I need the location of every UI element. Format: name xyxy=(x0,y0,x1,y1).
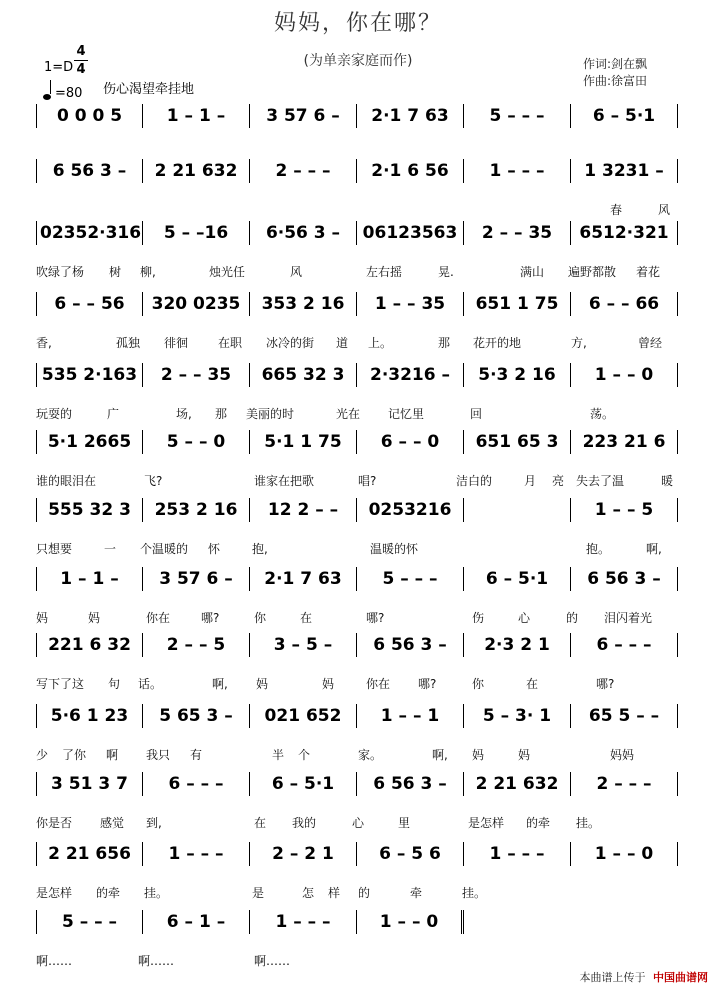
lyric-syllable: 你 xyxy=(472,677,485,691)
measure: 2·1 7 63 xyxy=(357,104,464,128)
measure: 651 65 3 xyxy=(464,430,571,454)
measure: 3 57 6 – xyxy=(250,104,357,128)
note-stem xyxy=(50,80,51,94)
lyric-syllable: 徘徊 xyxy=(164,336,189,350)
lyric-syllable: 啊 xyxy=(106,748,119,762)
lyric-syllable: 道 xyxy=(336,336,349,350)
lyric-syllable: 的 xyxy=(566,611,579,625)
measure: 2 – 2 1 xyxy=(250,842,357,866)
measure: 1 – – 0 xyxy=(357,910,464,934)
lyric-syllable: 挂。 xyxy=(576,816,601,830)
staff-row xyxy=(36,910,680,934)
measure: 5 – 3· 1 xyxy=(464,704,571,728)
time-signature-top: 4 xyxy=(76,44,86,59)
measure: 2 – – 35 xyxy=(464,221,571,245)
lyric-syllable: 了你 xyxy=(62,748,87,762)
lyric-syllable: 只想要 xyxy=(36,542,73,556)
measure: 1 – – 35 xyxy=(357,292,464,316)
measure: 1 – – – xyxy=(464,842,571,866)
measure: 535 2·163 xyxy=(36,363,143,387)
staff-row xyxy=(36,221,680,245)
lyric-syllable: 飞? xyxy=(144,474,163,488)
lyric-syllable: 啊…… xyxy=(138,954,175,968)
measure: 1 – – 5 xyxy=(571,498,678,522)
lyric-syllable: 挂。 xyxy=(462,886,487,900)
measure: 6 – 5·1 xyxy=(571,104,678,128)
measure: 6 56 3 – xyxy=(571,567,678,591)
lyric-syllable: 是怎样 xyxy=(36,886,73,900)
expression-marking: 伤心渴望牵挂地 xyxy=(103,82,195,97)
measure: 6512·321 xyxy=(571,221,678,245)
lyric-syllable: 怀 xyxy=(208,542,221,556)
footer-prefix: 本曲谱上传于 xyxy=(579,971,646,984)
lyric-syllable: 你是否 xyxy=(36,816,73,830)
lyric-syllable: 里 xyxy=(398,816,411,830)
lyric-syllable: 挂。 xyxy=(144,886,169,900)
measure: 1 – 1 – xyxy=(36,567,143,591)
measure: 320 0235 xyxy=(143,292,250,316)
lyric-syllable: 那 xyxy=(438,336,451,350)
staff-row xyxy=(36,498,680,522)
lyric-syllable: 心 xyxy=(352,816,365,830)
measure: 2·3216 – xyxy=(357,363,464,387)
staff-row xyxy=(36,430,680,454)
measure: 2 21 632 xyxy=(143,159,250,183)
lyric-syllable: 晃. xyxy=(438,265,454,279)
measure: 06123563 xyxy=(357,221,464,245)
time-signature-bottom: 4 xyxy=(76,62,86,77)
lyric-syllable: 是怎样 xyxy=(468,816,505,830)
staff-row xyxy=(36,104,680,128)
lyric-syllable: 上。 xyxy=(368,336,393,350)
measure: 2 – – – xyxy=(250,159,357,183)
measure: 6 – – 56 xyxy=(36,292,143,316)
composer-credit: 作曲:徐富田 xyxy=(583,74,648,88)
measure: 2·3 2 1 xyxy=(464,633,571,657)
staff-row xyxy=(36,704,680,728)
lyric-syllable: 方, xyxy=(571,336,587,350)
lyric-syllable: 半 xyxy=(272,748,285,762)
measure: 5 – – – xyxy=(36,910,143,934)
measure: 6 – – – xyxy=(143,772,250,796)
lyric-syllable: 烛光任 xyxy=(209,265,246,279)
lyric-syllable: 你在 xyxy=(366,677,391,691)
measure: 6 – – – xyxy=(571,633,678,657)
lyric-syllable: 的 xyxy=(358,886,371,900)
lyric-syllable: 妈 xyxy=(36,611,49,625)
lyric-syllable: 啊…… xyxy=(254,954,291,968)
lyric-syllable: 花开的地 xyxy=(473,336,522,350)
lyricist-credit: 作词:剑在飘 xyxy=(583,57,648,71)
lyric-syllable: 玩耍的 xyxy=(36,407,73,421)
lyric-syllable: 一 xyxy=(104,542,117,556)
lyric-syllable: 广 xyxy=(107,407,120,421)
lyric-syllable: 有 xyxy=(190,748,203,762)
measure: 5·1 1 75 xyxy=(250,430,357,454)
lyric-syllable: 啊, xyxy=(646,542,662,556)
staff-row xyxy=(36,567,680,591)
lyric-syllable: 你 xyxy=(254,611,267,625)
measure: 665 32 3 xyxy=(250,363,357,387)
lyric-syllable: 孤独 xyxy=(116,336,141,350)
lyric-syllable: 妈 xyxy=(472,748,485,762)
tempo-marking xyxy=(43,83,82,101)
measure: 2 21 632 xyxy=(464,772,571,796)
subtitle: (为单亲家庭而作) xyxy=(303,53,413,69)
lyric-syllable: 树 xyxy=(109,265,122,279)
lyric-syllable: 荡。 xyxy=(590,407,615,421)
measure: 5 65 3 – xyxy=(143,704,250,728)
measure: 0253216 xyxy=(357,498,464,522)
lyric-syllable: 个 xyxy=(298,748,311,762)
quarter-note-icon xyxy=(43,94,51,100)
measure: 1 – – 0 xyxy=(571,363,678,387)
lyric-syllable: 妈妈 xyxy=(610,748,635,762)
lyric-syllable: 失去了温 xyxy=(576,474,625,488)
measure: 1 3231 – xyxy=(571,159,678,183)
lyric-syllable: 的牵 xyxy=(526,816,551,830)
measure: 2 – – 5 xyxy=(143,633,250,657)
measure: 5 – –16 xyxy=(143,221,250,245)
lyric-syllable: 到, xyxy=(146,816,162,830)
measure: 6 56 3 – xyxy=(36,159,143,183)
measure: 5 – – – xyxy=(464,104,571,128)
lyric-syllable: 我只 xyxy=(146,748,171,762)
measure: 2 – – – xyxy=(571,772,678,796)
lyric-syllable: 伤 xyxy=(472,611,485,625)
lyric-syllable: 妈 xyxy=(88,611,101,625)
lyric-syllable: 啊, xyxy=(432,748,448,762)
measure: 253 2 16 xyxy=(143,498,250,522)
measure: 5·1 2665 xyxy=(36,430,143,454)
lyric-syllable: 在 xyxy=(526,677,539,691)
lyric-syllable: 写下了这 xyxy=(36,677,85,691)
measure: 1 – – 1 xyxy=(357,704,464,728)
lyric-syllable: 月 xyxy=(524,474,537,488)
lyric-syllable: 哪? xyxy=(596,677,615,691)
measure: 3 – 5 – xyxy=(250,633,357,657)
measure: 5·6 1 23 xyxy=(36,704,143,728)
measure: 1 – – 0 xyxy=(571,842,678,866)
lyric-syllable: 在 xyxy=(300,611,313,625)
time-signature xyxy=(74,44,88,77)
lyric-syllable: 哪? xyxy=(366,611,385,625)
measure: 6 56 3 – xyxy=(357,633,464,657)
time-signature-divider xyxy=(74,60,88,61)
lyric-syllable: 记忆里 xyxy=(388,407,425,421)
measure: 6 – 5·1 xyxy=(250,772,357,796)
lyric-syllable: 谁的眼泪在 xyxy=(36,474,97,488)
measure: 021 652 xyxy=(250,704,357,728)
lyric-syllable: 在 xyxy=(254,816,267,830)
lyric-syllable: 温暖的怀 xyxy=(370,542,419,556)
lyric-syllable: 回 xyxy=(470,407,483,421)
staff-row xyxy=(36,292,680,316)
lyric-syllable: 样 xyxy=(328,886,341,900)
page-title: 妈妈，你在哪？ xyxy=(273,11,442,36)
lyric-syllable: 谁家在把歌 xyxy=(254,474,315,488)
measure: 223 21 6 xyxy=(571,430,678,454)
lyric-syllable: 唱? xyxy=(358,474,377,488)
measure: 0 0 0 5 xyxy=(36,104,143,128)
lyric-syllable: 的牵 xyxy=(96,886,121,900)
lyric-syllable: 哪? xyxy=(418,677,437,691)
measure: 1 – 1 – xyxy=(143,104,250,128)
measure: 2 21 656 xyxy=(36,842,143,866)
lyric-syllable: 亮 xyxy=(552,474,565,488)
lyric-syllable: 心 xyxy=(518,611,531,625)
lyric-syllable: 满山 xyxy=(520,265,545,279)
lyric-syllable: 妈 xyxy=(322,677,335,691)
measure: 555 32 3 xyxy=(36,498,143,522)
footer xyxy=(580,969,709,985)
lyric-syllable: 牵 xyxy=(410,886,423,900)
measure: 353 2 16 xyxy=(250,292,357,316)
measure: 02352·316 xyxy=(36,221,143,245)
measure: 1 – – – xyxy=(250,910,357,934)
lyric-syllable: 个温暖的 xyxy=(140,542,189,556)
key-signature: 1=D xyxy=(44,60,74,75)
lyric-syllable: 你在 xyxy=(146,611,171,625)
lyric-syllable: 那 xyxy=(215,407,228,421)
lyric-syllable: 我的 xyxy=(292,816,317,830)
measure: 65 5 – – xyxy=(571,704,678,728)
lyric-syllable: 妈 xyxy=(256,677,269,691)
lyric-syllable: 柳, xyxy=(140,265,156,279)
lyric-syllable: 洁白的 xyxy=(456,474,493,488)
lyric-syllable: 抱。 xyxy=(586,542,611,556)
lyric-syllable: 在职 xyxy=(218,336,243,350)
lyric-syllable: 话。 xyxy=(138,677,163,691)
lyric-syllable: 句 xyxy=(108,677,121,691)
measure: 6 – 5 6 xyxy=(357,842,464,866)
site-brand[interactable]: 中国曲谱网 xyxy=(653,971,708,984)
staff-row xyxy=(36,159,680,183)
lyric-syllable: 光在 xyxy=(336,407,361,421)
lyric-syllable: 着花 xyxy=(636,265,661,279)
staff-row xyxy=(36,363,680,387)
lyric-syllable: 曾经 xyxy=(638,336,663,350)
lyric-syllable: 遍野都散 xyxy=(568,265,617,279)
measure: 5·3 2 16 xyxy=(464,363,571,387)
staff-row xyxy=(36,633,680,657)
lyric-syllable: 怎 xyxy=(302,886,315,900)
lyric-syllable: 感觉 xyxy=(100,816,125,830)
measure: 2·1 7 63 xyxy=(250,567,357,591)
lyric-syllable: 冰冷的街 xyxy=(266,336,315,350)
lyric-syllable: 风 xyxy=(658,203,671,217)
lyric-syllable: 少 xyxy=(36,748,49,762)
lyric-syllable: 春 xyxy=(610,203,623,217)
measure: 3 51 3 7 xyxy=(36,772,143,796)
measure: 5 – – 0 xyxy=(143,430,250,454)
measure: 2·1 6 56 xyxy=(357,159,464,183)
measure: 6·56 3 – xyxy=(250,221,357,245)
measure: 6 – – 66 xyxy=(571,292,678,316)
measure: 651 1 75 xyxy=(464,292,571,316)
lyric-syllable: 左右摇 xyxy=(366,265,403,279)
measure: 221 6 32 xyxy=(36,633,143,657)
measure: 5 – – – xyxy=(357,567,464,591)
tempo-value: =80 xyxy=(55,86,83,101)
lyric-syllable: 是 xyxy=(252,886,265,900)
lyric-syllable: 风 xyxy=(290,265,303,279)
lyric-syllable: 哪? xyxy=(201,611,220,625)
lyric-syllable: 场, xyxy=(176,407,192,421)
measure: 6 – 1 – xyxy=(143,910,250,934)
measure: 6 56 3 – xyxy=(357,772,464,796)
measure: 6 – – 0 xyxy=(357,430,464,454)
measure: 12 2 – – xyxy=(250,498,357,522)
lyric-syllable: 香, xyxy=(36,336,52,350)
lyric-syllable: 家。 xyxy=(358,748,383,762)
staff-row xyxy=(36,842,680,866)
measure: 6 – 5·1 xyxy=(464,567,571,591)
lyric-syllable: 暖 xyxy=(661,474,674,488)
lyric-syllable: 泪闪着光 xyxy=(604,611,653,625)
measure: 1 – – – xyxy=(143,842,250,866)
measure: 2 – – 35 xyxy=(143,363,250,387)
staff-row xyxy=(36,772,680,796)
lyric-syllable: 啊, xyxy=(212,677,228,691)
lyric-syllable: 啊…… xyxy=(36,954,73,968)
lyric-syllable: 妈 xyxy=(518,748,531,762)
lyric-syllable: 美丽的时 xyxy=(246,407,295,421)
lyric-syllable: 抱, xyxy=(252,542,268,556)
lyric-syllable: 吹绿了杨 xyxy=(36,265,85,279)
measure: 1 – – – xyxy=(464,159,571,183)
measure xyxy=(464,498,571,522)
measure: 3 57 6 – xyxy=(143,567,250,591)
